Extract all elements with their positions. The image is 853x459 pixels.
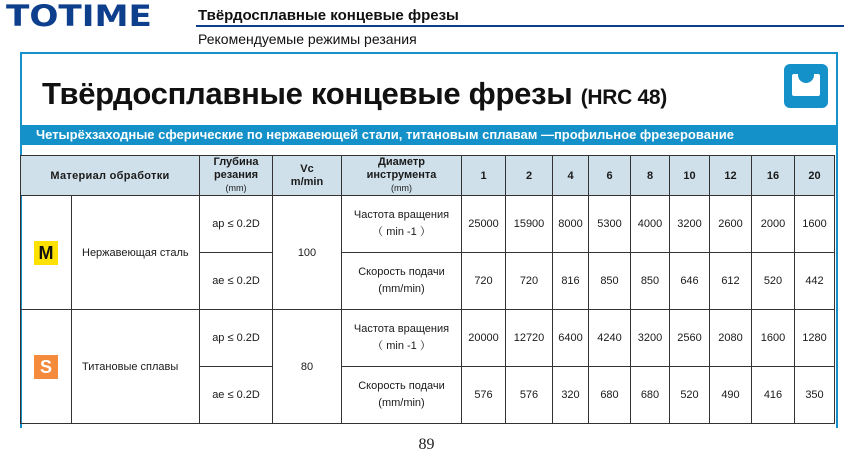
parameter-unit: (mm/min) [378, 397, 425, 409]
panel-title [42, 76, 667, 112]
value-cell: 320 [553, 367, 589, 424]
section-band: Четырёхзаходные сферические по нержавеющей стали, титановым сплавам —профильное фрезерование [20, 125, 838, 145]
header-subtitle: Рекомендуемые режимы резания [198, 31, 417, 47]
parameter-name: Скорость подачи [358, 266, 445, 278]
value-cell: 850 [589, 253, 631, 310]
parameter-cell [342, 253, 462, 310]
material-code-badge: M [34, 241, 58, 265]
parameter-cell [342, 367, 462, 424]
value-cell: 25000 [462, 196, 506, 253]
value-cell: 2560 [670, 310, 710, 367]
page-header [0, 0, 853, 50]
header-diameter-value: 16 [752, 156, 795, 196]
material-code-cell [21, 196, 72, 310]
page-number: 89 [418, 436, 435, 453]
header-diameter-value: 20 [795, 156, 835, 196]
header-vc [273, 156, 342, 196]
table-row [21, 196, 835, 253]
value-cell: 680 [631, 367, 670, 424]
header-vc-unit: m/min [290, 175, 324, 188]
cutting-data-table [20, 155, 835, 424]
table-header-row [21, 156, 835, 196]
header-depth-unit: (mm) [225, 183, 247, 193]
header-diameter-value: 12 [710, 156, 752, 196]
value-cell: 5300 [589, 196, 631, 253]
parameter-name: Скорость подачи [358, 380, 445, 392]
value-cell: 612 [710, 253, 752, 310]
header-diameter-value: 1 [462, 156, 506, 196]
value-cell: 816 [553, 253, 589, 310]
value-cell: 850 [631, 253, 670, 310]
parameter-name: Частота вращения [353, 323, 450, 335]
header-diameter-value: 2 [506, 156, 553, 196]
value-cell: 20000 [462, 310, 506, 367]
header-diameter-value: 8 [631, 156, 670, 196]
value-cell: 520 [752, 253, 795, 310]
depth-value: ae ≤ 0.2D [200, 367, 273, 424]
value-cell: 6400 [553, 310, 589, 367]
header-diameter-label: Диаметр инструмента [366, 156, 437, 181]
value-cell: 2600 [710, 196, 752, 253]
value-cell: 646 [670, 253, 710, 310]
header-title: Твёрдосплавные концевые фрезы [198, 7, 459, 24]
value-cell: 4240 [589, 310, 631, 367]
parameter-unit: （ min -1 ） [372, 226, 431, 238]
header-divider [196, 25, 844, 27]
value-cell: 1600 [752, 310, 795, 367]
value-cell: 4000 [631, 196, 670, 253]
value-cell: 416 [752, 367, 795, 424]
header-diameter-unit: (mm) [391, 183, 412, 193]
panel-title-text: Твёрдосплавные концевые фрезы [42, 76, 573, 111]
value-cell: 680 [589, 367, 631, 424]
header-diameter-value: 4 [553, 156, 589, 196]
header-diameter-value: 10 [670, 156, 710, 196]
hardness-label: (HRC 48) [580, 86, 667, 109]
value-cell: 720 [506, 253, 553, 310]
header-material: Материал обработки [21, 156, 200, 196]
parameter-unit: （ min -1 ） [372, 340, 431, 352]
vc-value: 100 [273, 196, 342, 310]
value-cell: 720 [462, 253, 506, 310]
header-depth-label: Глубина резания [213, 156, 259, 181]
value-cell: 442 [795, 253, 835, 310]
value-cell: 2000 [752, 196, 795, 253]
value-cell: 490 [710, 367, 752, 424]
value-cell: 2080 [710, 310, 752, 367]
vc-value: 80 [273, 310, 342, 424]
header-diameter-value: 6 [589, 156, 631, 196]
parameter-cell [342, 196, 462, 253]
brand-logo: TOTIME [6, 0, 152, 33]
parameter-unit: (mm/min) [378, 283, 425, 295]
value-cell: 520 [670, 367, 710, 424]
value-cell: 576 [506, 367, 553, 424]
value-cell: 3200 [670, 196, 710, 253]
table-row [21, 310, 835, 367]
value-cell: 576 [462, 367, 506, 424]
ball-end-mill-icon [784, 64, 828, 108]
value-cell: 15900 [506, 196, 553, 253]
material-code-cell [21, 310, 72, 424]
header-depth [200, 156, 273, 196]
parameter-cell [342, 310, 462, 367]
header-vc-label: Vc [300, 162, 314, 175]
parameter-name: Частота вращения [353, 209, 450, 221]
value-cell: 8000 [553, 196, 589, 253]
depth-value: ae ≤ 0.2D [200, 253, 273, 310]
depth-value: ap ≤ 0.2D [200, 196, 273, 253]
value-cell: 350 [795, 367, 835, 424]
value-cell: 1280 [795, 310, 835, 367]
value-cell: 12720 [506, 310, 553, 367]
material-name: Титановые сплавы [72, 310, 200, 424]
material-code-badge: S [34, 355, 58, 379]
value-cell: 3200 [631, 310, 670, 367]
material-name: Нержавеющая сталь [72, 196, 200, 310]
depth-value: ap ≤ 0.2D [200, 310, 273, 367]
value-cell: 1600 [795, 196, 835, 253]
header-diameter [342, 156, 462, 196]
